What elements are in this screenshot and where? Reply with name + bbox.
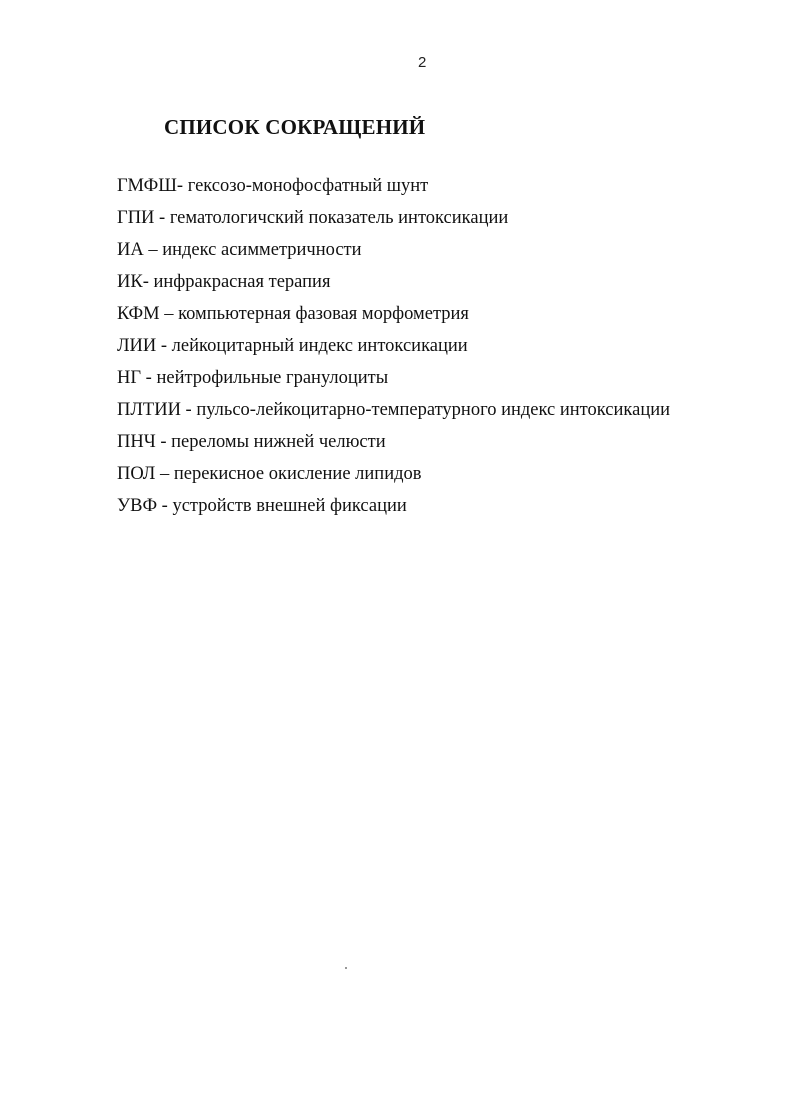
abbreviation-item: ГПИ - гематологичский показатель интоксикации — [117, 208, 509, 228]
abbreviation-item: КФМ – компьютерная фазовая морфометрия — [117, 304, 469, 324]
abbreviation-item: ИА – индекс асимметричности — [117, 240, 362, 260]
abbreviation-item: ПНЧ - переломы нижней челюсти — [117, 432, 386, 452]
abbreviation-item: ИК- инфракрасная терапия — [117, 272, 331, 292]
abbreviation-item: ГМФШ- гексозо-монофосфатный шунт — [117, 176, 429, 196]
page-number: 2 — [418, 54, 427, 71]
abbreviation-item: УВФ - устройств внешней фиксации — [117, 496, 407, 516]
abbreviation-list — [117, 174, 670, 526]
page-title: СПИСОК СОКРАЩЕНИЙ — [164, 115, 426, 139]
abbreviation-item: НГ - нейтрофильные гранулоциты — [117, 368, 389, 388]
abbreviation-item: ЛИИ - лейкоцитарный индекс интоксикации — [117, 336, 468, 356]
abbreviation-item: ПОЛ – перекисное окисление липидов — [117, 464, 422, 484]
scan-speck — [345, 967, 347, 969]
abbreviation-item: ПЛТИИ - пульсо-лейкоцитарно-температурного индекс интоксикации — [117, 400, 671, 420]
